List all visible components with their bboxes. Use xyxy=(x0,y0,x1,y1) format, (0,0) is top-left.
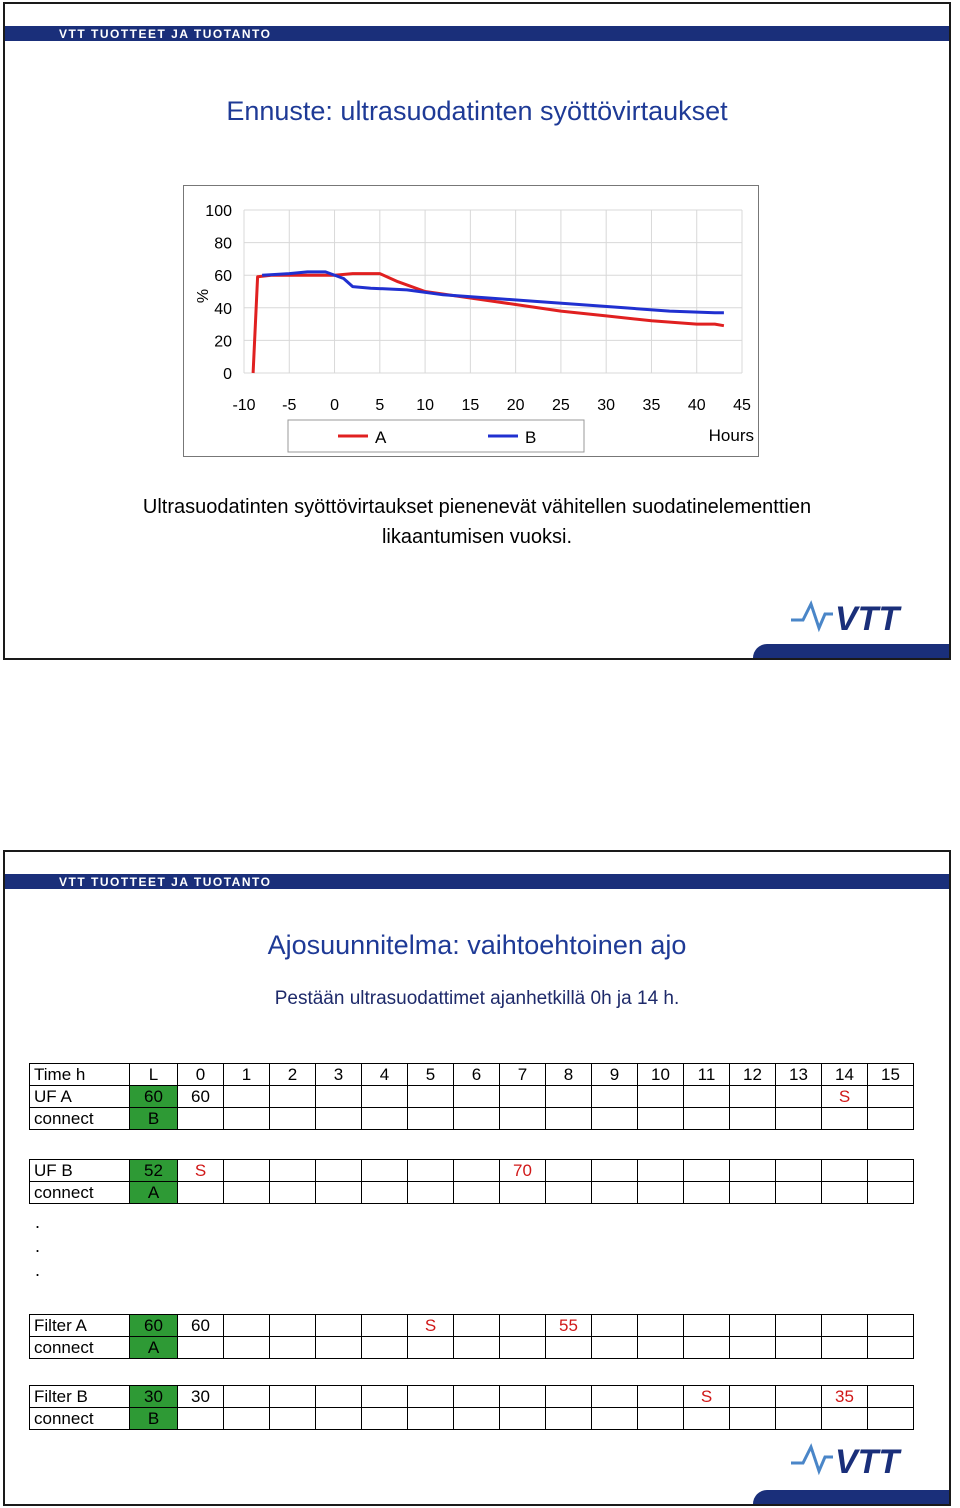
schedule-cell xyxy=(178,1108,224,1130)
chart-frame xyxy=(183,185,759,457)
schedule-cell xyxy=(454,1315,500,1337)
schedule-cell xyxy=(684,1086,730,1108)
schedule-cell xyxy=(408,1408,454,1430)
slide-subtitle: Pestään ultrasuodattimet ajanhetkillä 0h ja 14 h. xyxy=(274,988,680,1009)
schedule-cell xyxy=(500,1408,546,1430)
schedule-cell xyxy=(270,1386,316,1408)
schedule-cell xyxy=(362,1160,408,1182)
row-ufb xyxy=(30,1160,914,1182)
schedule-cell xyxy=(776,1108,822,1130)
schedule-cell xyxy=(868,1315,914,1337)
schedule-cell xyxy=(822,1337,868,1359)
row-label: Filter A xyxy=(30,1315,130,1337)
connect-value-cell: B xyxy=(130,1408,178,1430)
schedule-cell xyxy=(868,1408,914,1430)
row-filter-b-connect xyxy=(30,1408,914,1430)
x-tick-label: 20 xyxy=(506,397,525,414)
schedule-cell xyxy=(684,1108,730,1130)
schedule-cell: S xyxy=(408,1315,454,1337)
schedule-cell xyxy=(868,1160,914,1182)
schedule-cell: S xyxy=(684,1386,730,1408)
schedule-cell xyxy=(362,1108,408,1130)
schedule-cell xyxy=(776,1408,822,1430)
schedule-cell xyxy=(776,1086,822,1108)
schedule-cell xyxy=(822,1160,868,1182)
time-header-cell: 11 xyxy=(684,1064,730,1086)
schedule-cell xyxy=(546,1086,592,1108)
schedule-cell xyxy=(270,1408,316,1430)
schedule-cell xyxy=(270,1108,316,1130)
schedule-cell: S xyxy=(178,1160,224,1182)
schedule-cell xyxy=(316,1408,362,1430)
schedule-cell xyxy=(638,1108,684,1130)
schedule-cell xyxy=(638,1337,684,1359)
slide-title: Ajosuunnitelma: vaihtoehtoinen ajo xyxy=(267,930,687,960)
x-tick-label: 30 xyxy=(597,397,616,414)
schedule-cell xyxy=(224,1108,270,1130)
time-header-cell: 0 xyxy=(178,1064,224,1086)
schedule-cell: 60 xyxy=(178,1315,224,1337)
schedule-cell xyxy=(224,1337,270,1359)
schedule-cell xyxy=(546,1160,592,1182)
schedule-cell xyxy=(408,1182,454,1204)
time-header-cell: 14 xyxy=(822,1064,868,1086)
y-tick-label: 80 xyxy=(214,235,232,253)
schedule-cell: 60 xyxy=(178,1086,224,1108)
schedule-cell xyxy=(638,1408,684,1430)
footer-bar xyxy=(753,1490,949,1504)
schedule-cell xyxy=(316,1160,362,1182)
schedule-cell xyxy=(592,1315,638,1337)
schedule-cell xyxy=(500,1086,546,1108)
level-cell: 60 xyxy=(130,1086,178,1108)
schedule-cell xyxy=(822,1182,868,1204)
schedule-cell xyxy=(362,1408,408,1430)
schedule-table-uf-a xyxy=(29,1063,914,1130)
schedule-cell: 35 xyxy=(822,1386,868,1408)
time-header-cell: 3 xyxy=(316,1064,362,1086)
header-bar xyxy=(5,26,949,41)
schedule-cell xyxy=(776,1386,822,1408)
schedule-cell xyxy=(500,1315,546,1337)
schedule-cell xyxy=(592,1160,638,1182)
schedule-cell xyxy=(638,1182,684,1204)
time-header-cell: 1 xyxy=(224,1064,270,1086)
row-ufa xyxy=(30,1086,914,1108)
time-header-cell: 5 xyxy=(408,1064,454,1086)
x-tick-label: -5 xyxy=(282,397,297,414)
schedule-cell xyxy=(730,1315,776,1337)
legend-label: B xyxy=(525,428,537,447)
row-label: connect xyxy=(30,1108,130,1130)
schedule-cell: 30 xyxy=(178,1386,224,1408)
schedule-cell xyxy=(270,1160,316,1182)
schedule-cell: 55 xyxy=(546,1315,592,1337)
schedule-cell xyxy=(684,1160,730,1182)
series-line-B xyxy=(262,272,724,313)
x-tick-label: 35 xyxy=(642,397,661,414)
slide-forecast xyxy=(3,2,951,660)
connect-value-cell: A xyxy=(130,1182,178,1204)
row-label: UF B xyxy=(30,1160,130,1182)
y-tick-label: 60 xyxy=(214,268,232,286)
schedule-cell xyxy=(868,1086,914,1108)
x-tick-label: 5 xyxy=(375,397,385,414)
schedule-cell xyxy=(224,1086,270,1108)
schedule-cell xyxy=(408,1386,454,1408)
schedule-cell xyxy=(776,1160,822,1182)
time-header-cell: 10 xyxy=(638,1064,684,1086)
schedule-cell xyxy=(546,1337,592,1359)
row-filter-a xyxy=(30,1315,914,1337)
header-text: VTT TUOTTEET JA TUOTANTO xyxy=(59,27,272,41)
x-tick-label: 0 xyxy=(330,397,339,414)
schedule-cell xyxy=(316,1086,362,1108)
time-header-cell: 6 xyxy=(454,1064,500,1086)
caption-line-1: Ultrasuodatinten syöttövirtaukset pienenevät vähitellen suodatinelementtien xyxy=(142,496,812,518)
schedule-cell xyxy=(270,1337,316,1359)
time-header-cell: 2 xyxy=(270,1064,316,1086)
dot: . xyxy=(35,1260,41,1280)
header-bar xyxy=(5,874,949,889)
schedule-cell xyxy=(776,1337,822,1359)
x-tick-label: -10 xyxy=(232,397,256,414)
row-filter-a-connect xyxy=(30,1337,914,1359)
schedule-cell xyxy=(638,1386,684,1408)
y-tick-label: 0 xyxy=(223,366,232,383)
schedule-cell xyxy=(362,1386,408,1408)
time-header-cell: 12 xyxy=(730,1064,776,1086)
schedule-cell xyxy=(224,1386,270,1408)
schedule-cell xyxy=(454,1337,500,1359)
schedule-cell xyxy=(546,1182,592,1204)
schedule-cell xyxy=(178,1182,224,1204)
schedule-cell xyxy=(592,1408,638,1430)
schedule-cell xyxy=(454,1182,500,1204)
time-header-cell: 13 xyxy=(776,1064,822,1086)
schedule-cell xyxy=(684,1315,730,1337)
schedule-cell xyxy=(270,1086,316,1108)
y-axis-label: % xyxy=(195,288,212,304)
schedule-cell xyxy=(730,1086,776,1108)
row-label: Filter B xyxy=(30,1386,130,1408)
row-filter-b xyxy=(30,1386,914,1408)
dot: . xyxy=(35,1236,41,1256)
time-header-row xyxy=(30,1064,914,1086)
schedule-cell xyxy=(684,1337,730,1359)
schedule-cell xyxy=(684,1182,730,1204)
schedule-cell xyxy=(362,1182,408,1204)
footer-bar xyxy=(753,644,949,658)
level-cell: 60 xyxy=(130,1315,178,1337)
schedule-cell xyxy=(730,1160,776,1182)
schedule-cell xyxy=(592,1386,638,1408)
schedule-cell xyxy=(868,1108,914,1130)
schedule-cell xyxy=(638,1315,684,1337)
vtt-logo xyxy=(789,1437,909,1479)
time-header-cell: 7 xyxy=(500,1064,546,1086)
schedule-cell xyxy=(868,1337,914,1359)
schedule-cell xyxy=(730,1386,776,1408)
schedule-cell xyxy=(454,1408,500,1430)
schedule-cell xyxy=(684,1408,730,1430)
schedule-cell xyxy=(730,1408,776,1430)
schedule-cell xyxy=(178,1408,224,1430)
schedule-cell xyxy=(362,1337,408,1359)
schedule-cell xyxy=(362,1086,408,1108)
y-tick-label: 40 xyxy=(214,300,232,318)
schedule-cell xyxy=(730,1182,776,1204)
schedule-cell xyxy=(592,1108,638,1130)
schedule-cell xyxy=(224,1182,270,1204)
vtt-logo-text: VTT xyxy=(835,1443,900,1479)
schedule-cell xyxy=(868,1386,914,1408)
schedule-table-filter-b xyxy=(29,1385,914,1430)
schedule-cell xyxy=(500,1337,546,1359)
legend-label: A xyxy=(375,428,387,447)
schedule-cell xyxy=(638,1086,684,1108)
legend-box xyxy=(288,420,584,452)
schedule-cell xyxy=(546,1408,592,1430)
schedule-cell xyxy=(408,1337,454,1359)
schedule-cell xyxy=(592,1337,638,1359)
schedule-cell xyxy=(316,1108,362,1130)
y-tick-label: 20 xyxy=(214,333,232,351)
level-cell: 30 xyxy=(130,1386,178,1408)
schedule-cell: 70 xyxy=(500,1160,546,1182)
row-ufb-connect xyxy=(30,1182,914,1204)
connect-value-cell: B xyxy=(130,1108,178,1130)
x-tick-label: 25 xyxy=(552,397,570,414)
row-ufa-connect xyxy=(30,1108,914,1130)
schedule-cell xyxy=(776,1315,822,1337)
schedule-cell xyxy=(638,1160,684,1182)
x-axis-label: Hours xyxy=(708,426,754,445)
schedule-cell xyxy=(270,1182,316,1204)
schedule-cell xyxy=(500,1108,546,1130)
schedule-cell xyxy=(822,1108,868,1130)
time-header-cell: 9 xyxy=(592,1064,638,1086)
time-header-cell: 15 xyxy=(868,1064,914,1086)
schedule-cell xyxy=(730,1337,776,1359)
schedule-cell xyxy=(592,1182,638,1204)
schedule-cell xyxy=(454,1386,500,1408)
ellipsis-dots xyxy=(35,1210,40,1282)
schedule-cell xyxy=(316,1315,362,1337)
schedule-cell xyxy=(224,1160,270,1182)
schedule-cell xyxy=(408,1086,454,1108)
level-cell: 52 xyxy=(130,1160,178,1182)
connect-value-cell: A xyxy=(130,1337,178,1359)
line-chart xyxy=(184,186,758,456)
schedule-cell xyxy=(730,1108,776,1130)
schedule-cell xyxy=(408,1160,454,1182)
schedule-cell xyxy=(822,1315,868,1337)
schedule-cell xyxy=(178,1337,224,1359)
schedule-cell: S xyxy=(822,1086,868,1108)
schedule-cell xyxy=(224,1315,270,1337)
vtt-logo-text: VTT xyxy=(835,600,900,636)
schedule-cell xyxy=(592,1086,638,1108)
row-label: connect xyxy=(30,1182,130,1204)
schedule-cell xyxy=(408,1108,454,1130)
schedule-cell xyxy=(546,1108,592,1130)
schedule-cell xyxy=(500,1182,546,1204)
schedule-cell xyxy=(270,1315,316,1337)
y-tick-label: 100 xyxy=(205,203,232,220)
caption-line-2: likaantumisen vuoksi. xyxy=(381,526,573,548)
row-label: connect xyxy=(30,1408,130,1430)
time-header-cell: 8 xyxy=(546,1064,592,1086)
row-label: UF A xyxy=(30,1086,130,1108)
x-tick-label: 45 xyxy=(733,397,751,414)
schedule-cell xyxy=(500,1386,546,1408)
x-tick-label: 40 xyxy=(687,397,706,414)
schedule-cell xyxy=(316,1182,362,1204)
slide-title: Ennuste: ultrasuodatinten syöttövirtaukset xyxy=(226,96,728,126)
x-tick-label: 10 xyxy=(416,397,434,414)
slide-run-plan xyxy=(3,850,951,1506)
schedule-cell xyxy=(546,1386,592,1408)
row-label: connect xyxy=(30,1337,130,1359)
schedule-cell xyxy=(454,1160,500,1182)
schedule-cell xyxy=(454,1108,500,1130)
dot: . xyxy=(35,1212,41,1232)
schedule-cell xyxy=(868,1182,914,1204)
schedule-cell xyxy=(822,1408,868,1430)
schedule-cell xyxy=(316,1337,362,1359)
time-header-cell: L xyxy=(130,1064,178,1086)
x-tick-label: 15 xyxy=(461,397,480,414)
series-line-A xyxy=(253,274,724,373)
schedule-cell xyxy=(776,1182,822,1204)
schedule-cell xyxy=(362,1315,408,1337)
schedule-table-filter-a xyxy=(29,1314,914,1359)
vtt-logo xyxy=(789,594,909,636)
time-header-cell: 4 xyxy=(362,1064,408,1086)
schedule-cell xyxy=(224,1408,270,1430)
header-text: VTT TUOTTEET JA TUOTANTO xyxy=(59,875,272,889)
time-header-label: Time h xyxy=(30,1064,130,1086)
schedule-cell xyxy=(316,1386,362,1408)
schedule-cell xyxy=(454,1086,500,1108)
schedule-table-uf-b xyxy=(29,1159,914,1204)
